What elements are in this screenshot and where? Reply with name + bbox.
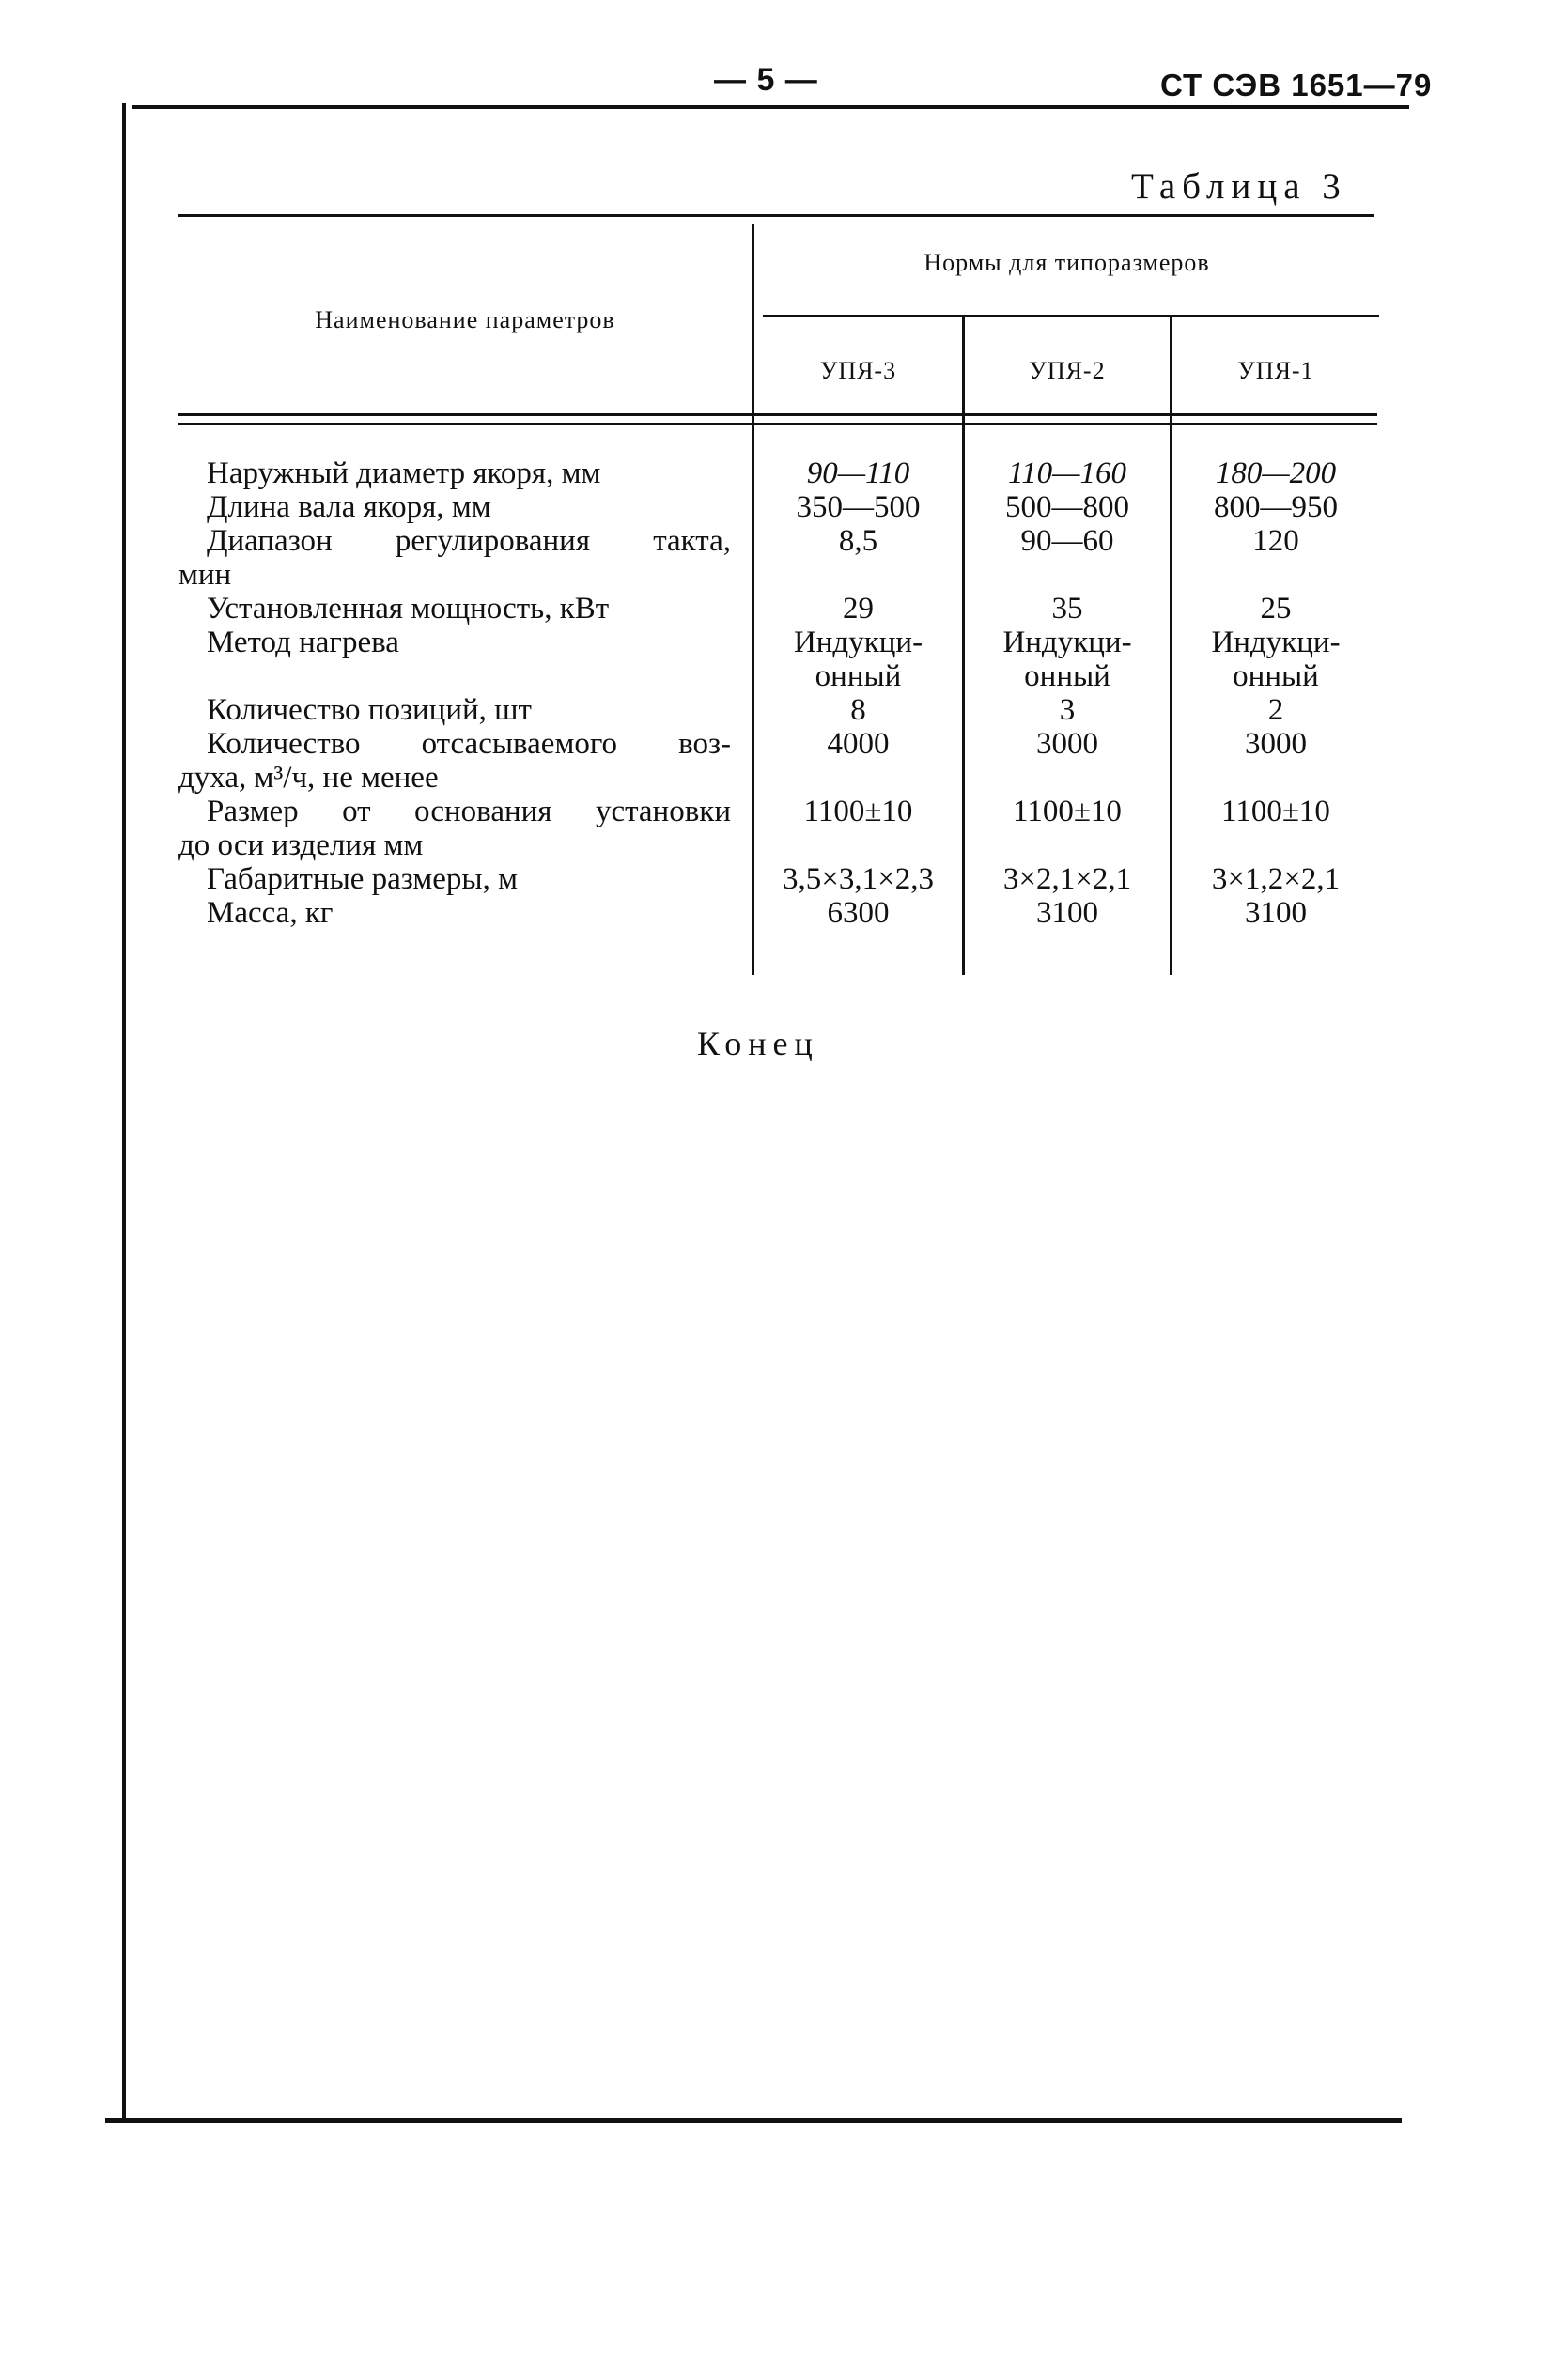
cell-value: 2 xyxy=(1267,693,1284,727)
param-name-heating-method: Метод нагрева xyxy=(207,626,399,659)
param-name-spacer xyxy=(178,659,731,693)
cell-value: 3 xyxy=(1059,693,1076,727)
cell-value: 3×1,2×2,1 xyxy=(1211,862,1341,896)
cell-spacer xyxy=(965,828,1170,862)
cell-value: 180—200 xyxy=(1215,456,1337,490)
cell-value: 25 xyxy=(1260,592,1292,626)
cell-spacer xyxy=(965,761,1170,795)
cell-value: Индукци- xyxy=(793,626,923,659)
param-name-mass: Масса, кг xyxy=(207,896,334,930)
param-names xyxy=(178,456,731,930)
cell-value: онный xyxy=(1024,659,1110,693)
cell-spacer xyxy=(1172,761,1379,795)
cell-value: 90—110 xyxy=(806,456,910,490)
cell-value: 8,5 xyxy=(838,524,878,558)
cell-value: 3100 xyxy=(1245,896,1307,930)
cell-value: 350—500 xyxy=(796,490,921,524)
values-upya-1 xyxy=(1172,456,1379,930)
cell-spacer xyxy=(754,558,962,592)
cell-spacer xyxy=(754,761,962,795)
standard-code: СТ СЭВ 1651—79 xyxy=(1160,68,1433,102)
cell-value: 6300 xyxy=(827,896,890,930)
cell-value: 1100±10 xyxy=(1013,795,1122,828)
cell-value: 110—160 xyxy=(1008,456,1126,490)
cell-value: 3100 xyxy=(1036,896,1098,930)
cell-value: Индукци- xyxy=(1002,626,1132,659)
cell-value: 90—60 xyxy=(1020,524,1114,558)
param-name-base-distance: Размер от основания установки xyxy=(207,795,731,828)
param-name-shaft-length: Длина вала якоря, мм xyxy=(207,490,491,524)
cell-value: онный xyxy=(815,659,902,693)
cell-value: 35 xyxy=(1051,592,1083,626)
norms-divider-rule xyxy=(763,315,1379,317)
param-name-base-distance-unit: до оси изделия мм xyxy=(178,828,424,862)
cell-value: 3000 xyxy=(1245,727,1307,761)
cell-value: 3000 xyxy=(1036,727,1098,761)
param-name-cycle-range: Диапазон регулирования такта, xyxy=(207,524,731,558)
cell-value: 1100±10 xyxy=(803,795,913,828)
norms-column-header: Нормы для типоразмеров xyxy=(923,249,1210,276)
param-name-positions: Количество позиций, шт xyxy=(207,693,532,727)
table-caption: Таблица 3 xyxy=(1131,166,1347,207)
param-name-cycle-range-unit: мин xyxy=(178,558,232,592)
column-header-upya-2: УПЯ-2 xyxy=(1029,357,1106,384)
cell-value: 120 xyxy=(1252,524,1299,558)
cell-value: 3×2,1×2,1 xyxy=(1002,862,1132,896)
cell-value: 800—950 xyxy=(1214,490,1338,524)
cell-value: Индукци- xyxy=(1211,626,1341,659)
cell-value: 1100±10 xyxy=(1221,795,1330,828)
cell-spacer xyxy=(1172,558,1379,592)
table-top-rule xyxy=(178,214,1374,217)
end-label: Конец xyxy=(697,1025,819,1062)
cell-value: онный xyxy=(1233,659,1319,693)
header-double-rule-1 xyxy=(178,413,1377,416)
param-name-overall-size: Габаритные размеры, м xyxy=(207,862,518,896)
cell-spacer xyxy=(965,558,1170,592)
page-number: — 5 — xyxy=(714,62,818,98)
frame-bottom-rule xyxy=(105,2118,1402,2123)
column-header-upya-3: УПЯ-3 xyxy=(819,357,897,384)
cell-spacer xyxy=(1172,828,1379,862)
param-name-air-extraction-unit: духа, м³/ч, не менее xyxy=(178,761,439,795)
cell-value: 3,5×3,1×2,3 xyxy=(783,862,934,896)
param-name-air-extraction: Количество отсасываемого воз- xyxy=(207,727,731,761)
header-double-rule-2 xyxy=(178,423,1377,425)
cell-value: 29 xyxy=(843,592,874,626)
frame-left-rule xyxy=(122,103,126,2123)
frame-top-rule xyxy=(132,105,1409,109)
cell-value: 500—800 xyxy=(1005,490,1129,524)
cell-value: 8 xyxy=(850,693,866,727)
values-upya-2 xyxy=(965,456,1170,930)
param-name-outer-diameter: Наружный диаметр якоря, мм xyxy=(207,456,601,490)
param-name-power: Установленная мощность, кВт xyxy=(207,592,610,626)
column-header-upya-1: УПЯ-1 xyxy=(1237,357,1314,384)
cell-value: 4000 xyxy=(827,727,890,761)
cell-spacer xyxy=(754,828,962,862)
param-column-header: Наименование параметров xyxy=(315,306,615,333)
values-upya-3 xyxy=(754,456,962,930)
